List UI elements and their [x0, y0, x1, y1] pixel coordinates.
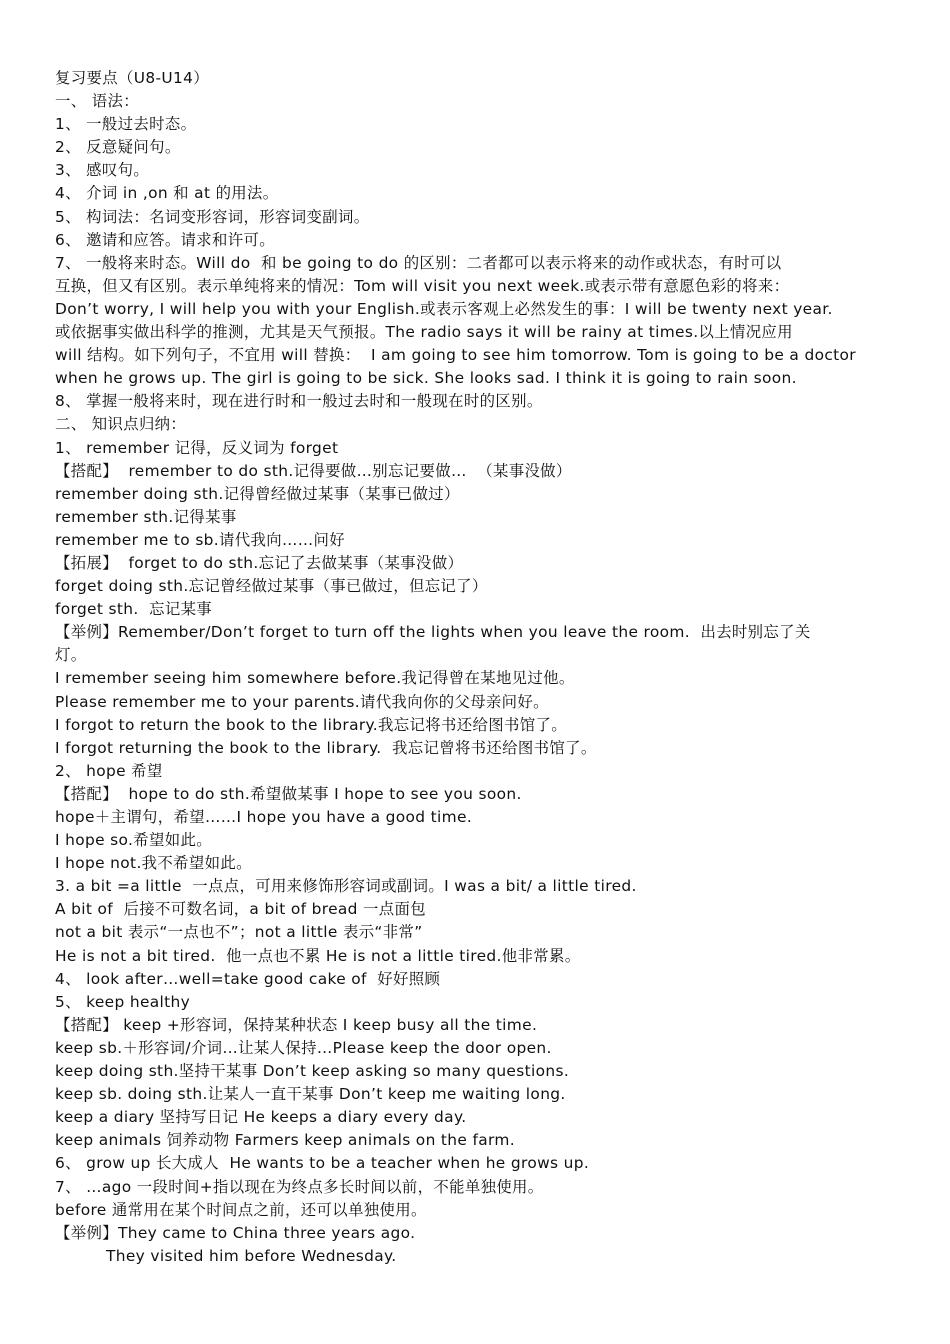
text-line: keep animals 饲养动物 Farmers keep animals on the farm. [55, 1131, 516, 1150]
text-line: I hope not.我不希望如此。 [55, 854, 252, 873]
text-line: 7、 …ago 一段时间+指以现在为终点多长时间以前，不能单独使用。 [55, 1177, 544, 1196]
text-line: 2、 反意疑问句。 [55, 138, 181, 157]
text-line: 5、 keep healthy [55, 992, 191, 1011]
text-line: 4、 介词 in ,on 和 at 的用法。 [55, 184, 279, 203]
text-line: I hope so.希望如此。 [55, 831, 212, 850]
text-line: remember me to sb.请代我向……问好 [55, 530, 345, 549]
text-line: I forgot returning the book to the library. 我忘记曾将书还给图书馆了。 [55, 738, 597, 757]
section-heading-grammar: 一、 语法： [55, 92, 139, 111]
text-line: He is not a bit tired. 他一点也不累 He is not a little tired.他非常累。 [55, 946, 581, 965]
text-line: 互换，但又有区别。表示单纯将来的情况：Tom will visit you next week.或表示带有意愿色彩的将来： [55, 276, 790, 295]
text-line: 【搭配】 remember to do sth.记得要做…别忘记要做… （某事没做） [55, 461, 572, 480]
text-line: forget sth. 忘记某事 [55, 600, 213, 619]
text-line: A bit of 后接不可数名词，a bit of bread 一点面包 [55, 900, 426, 919]
text-line: remember doing sth.记得曾经做过某事（某事已做过） [55, 484, 460, 503]
text-line: 【搭配】 keep +形容词，保持某种状态 I keep busy all the time. [55, 1015, 538, 1034]
text-line: They visited him before Wednesday. [106, 1246, 397, 1265]
text-line: before 通常用在某个时间点之前，还可以单独使用。 [55, 1200, 427, 1219]
text-line: keep sb. doing sth.让某人一直干某事 Don’t keep me waiting long. [55, 1085, 566, 1104]
text-line: Please remember me to your parents.请代我向你的父母亲问好。 [55, 692, 549, 711]
text-line: when he grows up. The girl is going to be sick. She looks sad. I think it is going to rain soon. [55, 369, 797, 388]
text-line: 3、 感叹句。 [55, 161, 150, 180]
text-line: 或依据事实做出科学的推测，尤其是天气预报。The radio says it will be rainy at times.以上情况应用 [55, 323, 793, 342]
text-line: 1、 remember 记得，反义词为 forget [55, 438, 339, 457]
text-line: 8、 掌握一般将来时，现在进行时和一般过去时和一般现在时的区别。 [55, 392, 543, 411]
section-heading-knowledge: 二、 知识点归纳： [55, 415, 187, 434]
text-line: 4、 look after…well=take good cake of 好好照顾 [55, 969, 441, 988]
text-line: 【搭配】 hope to do sth.希望做某事 I hope to see you soon. [55, 784, 522, 803]
document-page [55, 67, 900, 1268]
text-line: 3. a bit =a little 一点点，可用来修饰形容词或副词。I was a bit/ a little tired. [55, 877, 637, 896]
text-line: keep sb.＋形容词/介词…让某人保持…Please keep the door open. [55, 1038, 552, 1057]
text-line: 7、 一般将来时态。Will do 和 be going to do 的区别：二者都可以表示将来的动作或状态，有时可以 [55, 253, 782, 272]
text-line: 【拓展】 forget to do sth.忘记了去做某事（某事没做） [55, 553, 464, 572]
text-line: will 结构。如下列句子，不宜用 will 替换： I am going to see him tomorrow. Tom is going to be a doctor [55, 346, 856, 365]
doc-title: 复习要点（U8-U14） [55, 69, 210, 87]
text-line: remember sth.记得某事 [55, 507, 237, 526]
text-line: 【举例】They came to China three years ago. [55, 1223, 416, 1242]
text-line: I remember seeing him somewhere before.我记得曾在某地见过他。 [55, 669, 575, 688]
text-line: 【举例】Remember/Don’t forget to turn off the lights when you leave the room. 出去时别忘了关 [55, 623, 811, 642]
text-line: 6、 邀请和应答。请求和许可。 [55, 230, 276, 249]
text-line: not a bit 表示“一点也不”；not a little 表示“非常” [55, 923, 423, 942]
text-line: 2、 hope 希望 [55, 761, 163, 780]
text-line: 6、 grow up 长大成人 He wants to be a teacher when he grows up. [55, 1154, 590, 1173]
text-line: 1、 一般过去时态。 [55, 115, 197, 134]
text-line: 灯。 [55, 646, 87, 665]
text-line: Don’t worry, I will help you with your English.或表示客观上必然发生的事：I will be twenty next year. [55, 299, 833, 318]
text-line: keep doing sth.坚持干某事 Don’t keep asking so many questions. [55, 1062, 570, 1081]
text-line: keep a diary 坚持写日记 He keeps a diary every day. [55, 1108, 467, 1127]
text-line: hope＋主谓句，希望……I hope you have a good time. [55, 808, 473, 826]
text-line: forget doing sth.忘记曾经做过某事（事已做过，但忘记了） [55, 577, 488, 596]
text-line: I forgot to return the book to the library.我忘记将书还给图书馆了。 [55, 715, 567, 734]
text-line: 5、 构词法：名词变形容词，形容词变副词。 [55, 207, 370, 226]
